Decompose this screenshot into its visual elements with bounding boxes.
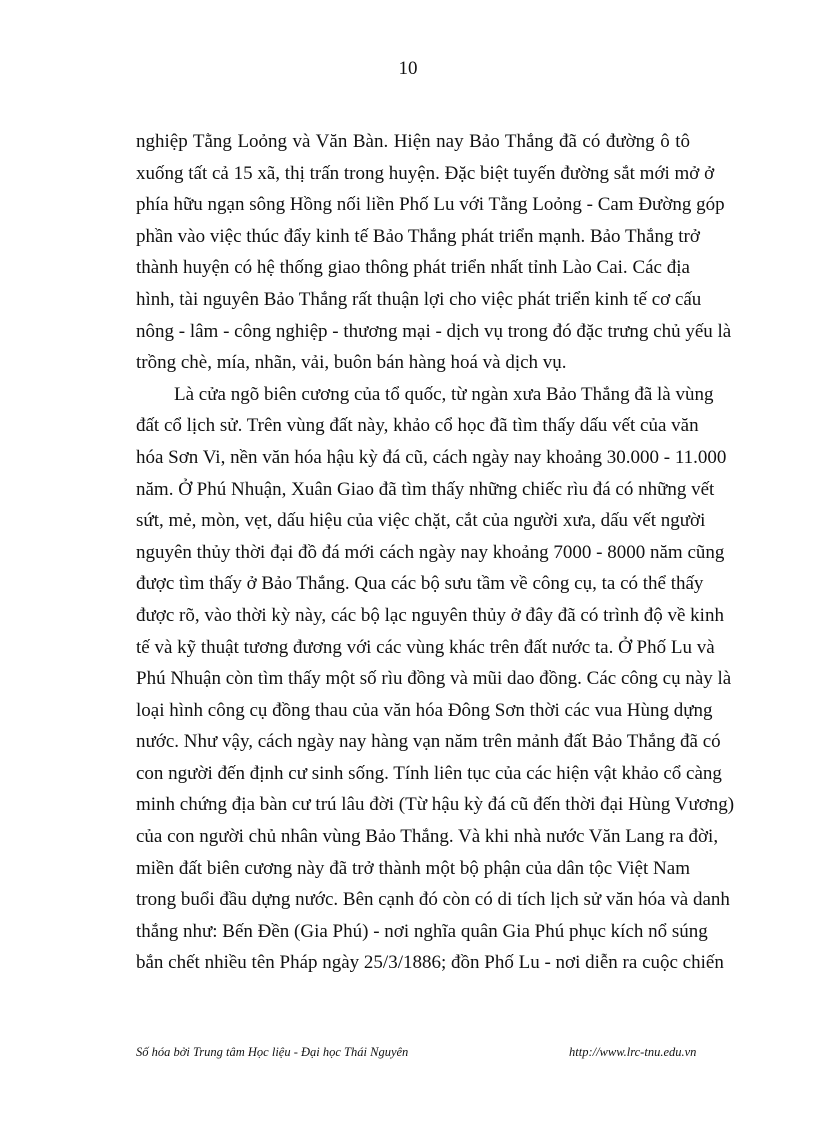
footer-url: http://www.lrc-tnu.edu.vn xyxy=(569,1045,697,1059)
text-line: loại hình công cụ đồng thau của văn hóa Đông Sơn thời các vua Hùng dựng xyxy=(136,699,713,721)
text-line: nguyên thủy thời đại đồ đá mới cách ngày nay khoảng 7000 - 8000 năm cũng xyxy=(136,541,725,563)
paragraph-1 xyxy=(136,126,732,379)
text-line: được tìm thấy ở Bảo Thắng. Qua các bộ sưu tầm về công cụ, ta có thể thấy xyxy=(136,573,704,595)
text-line: nông - lâm - công nghiệp - thương mại - dịch vụ trong đó đặc trưng chủ yếu là xyxy=(136,320,732,342)
text-line: bắn chết nhiều tên Pháp ngày 25/3/1886; đồn Phố Lu - nơi diễn ra cuộc chiến xyxy=(136,952,724,974)
text-line: năm. Ở Phú Nhuận, Xuân Giao đã tìm thấy những chiếc rìu đá có những vết xyxy=(136,478,715,500)
page-number: 10 xyxy=(398,58,418,79)
text-line: thành huyện có hệ thống giao thông phát triển nhất tỉnh Lào Cai. Các địa xyxy=(136,257,690,279)
text-line: Là cửa ngõ biên cương của tổ quốc, từ ngàn xưa Bảo Thắng đã là vùng xyxy=(174,383,714,405)
text-line: hình, tài nguyên Bảo Thắng rất thuận lợi cho việc phát triển kinh tế cơ cấu xyxy=(136,288,702,310)
text-line: đất cổ lịch sử. Trên vùng đất này, khảo cổ học đã tìm thấy dấu vết của văn xyxy=(136,415,699,437)
text-line: nước. Như vậy, cách ngày nay hàng vạn năm trên mảnh đất Bảo Thắng đã có xyxy=(136,731,721,753)
text-line: minh chứng địa bàn cư trú lâu đời (Từ hậu kỳ đá cũ đến thời đại Hùng Vương) xyxy=(136,794,735,816)
text-line: con người đến định cư sinh sống. Tính liên tục của các hiện vật khảo cổ càng xyxy=(136,762,722,784)
footer-source: Số hóa bởi Trung tâm Học liệu - Đại học Thái Nguyên xyxy=(136,1045,409,1059)
body-text xyxy=(136,126,735,979)
text-line: Phú Nhuận còn tìm thấy một số rìu đồng và mũi dao đồng. Các công cụ này là xyxy=(136,668,732,690)
text-line: được rõ, vào thời kỳ này, các bộ lạc nguyên thủy ở đây đã có trình độ về kinh xyxy=(136,604,724,626)
text-line: sứt, mẻ, mòn, vẹt, dấu hiệu của việc chặt, cắt của người xưa, dấu vết người xyxy=(136,510,706,532)
text-line: miền đất biên cương này đã trở thành một bộ phận của dân tộc Việt Nam xyxy=(136,857,690,879)
text-line: nghiệp Tằng Loỏng và Văn Bàn. Hiện nay Bảo Thắng đã có đường ô tô xyxy=(136,131,690,152)
text-line: phía hữu ngạn sông Hồng nối liền Phố Lu với Tằng Loỏng - Cam Đường góp xyxy=(136,194,725,216)
text-line: thắng như: Bến Đền (Gia Phú) - nơi nghĩa quân Gia Phú phục kích nổ súng xyxy=(136,920,708,942)
text-line: xuống tất cả 15 xã, thị trấn trong huyện. Đặc biệt tuyến đường sắt mới mở ở xyxy=(136,162,715,184)
text-line: của con người chủ nhân vùng Bảo Thắng. Và khi nhà nước Văn Lang ra đời, xyxy=(136,826,719,848)
text-line: trồng chè, mía, nhãn, vải, buôn bán hàng hoá và dịch vụ. xyxy=(136,352,567,374)
text-line: tế và kỹ thuật tương đương với các vùng khác trên đất nước ta. Ở Phố Lu và xyxy=(136,636,715,658)
text-line: phần vào việc thúc đẩy kinh tế Bảo Thắng phát triển mạnh. Bảo Thắng trở xyxy=(136,225,700,247)
text-line: trong buổi đầu dựng nước. Bên cạnh đó còn có di tích lịch sử văn hóa và danh xyxy=(136,889,730,911)
text-line: hóa Sơn Vi, nền văn hóa hậu kỳ đá cũ, cách ngày nay khoảng 30.000 - 11.000 xyxy=(136,446,727,468)
paragraph-2 xyxy=(136,379,735,979)
